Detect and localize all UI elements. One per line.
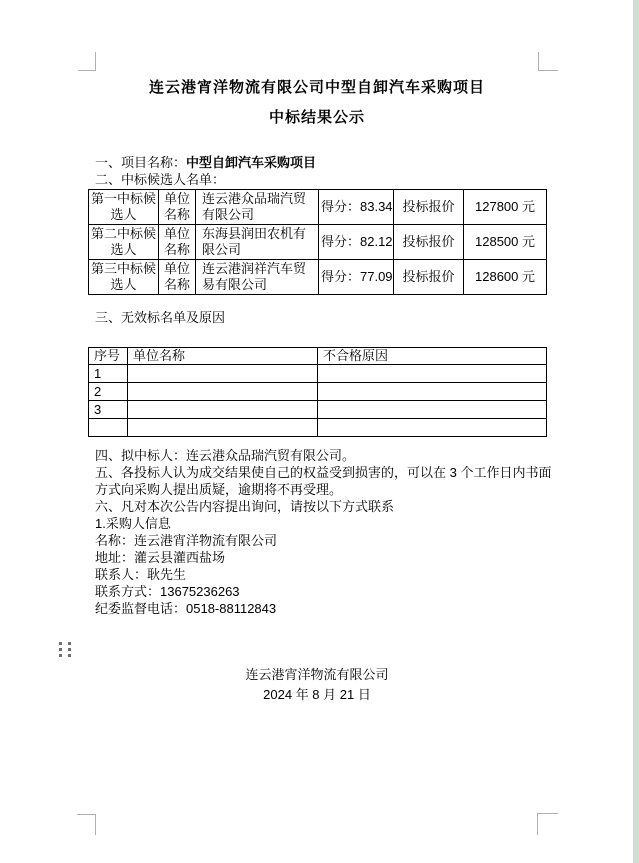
invalid-company-cell <box>128 365 318 383</box>
rank-cell: 第一中标候选人 <box>89 190 159 225</box>
supervision-phone-line: 纪委监督电话：0518-88112843 <box>95 601 277 616</box>
crop-mark-bottom-right-icon <box>537 813 558 835</box>
rank-cell: 第三中标候选人 <box>89 260 159 295</box>
signature-date: 2024 年 8 月 21 日 <box>263 687 371 702</box>
rank-cell: 第二中标候选人 <box>89 225 159 260</box>
score-cell: 得分：82.12 <box>319 225 394 260</box>
section-6-line: 六、凡对本次公告内容提出询问，请按以下方式联系 <box>95 499 395 514</box>
company-cell: 东海县润田农机有限公司 <box>196 225 319 260</box>
invalid-header-row <box>89 348 547 365</box>
doc-title: 连云港宵洋物流有限公司中型自卸汽车采购项目 <box>148 79 485 96</box>
section-4-line: 四、拟中标人：连云港众品瑞汽贸有限公司。 <box>95 448 356 463</box>
candidates-table <box>88 189 547 295</box>
project-name-value: 中型自卸汽车采购项目 <box>186 155 317 170</box>
invalid-no-cell <box>89 419 128 437</box>
invalid-no-cell: 3 <box>89 401 128 419</box>
signature-company: 连云港宵洋物流有限公司 <box>245 667 389 682</box>
invalid-no-cell: 1 <box>89 365 128 383</box>
contact-person-line: 联系人：耿先生 <box>95 567 187 582</box>
drag-handle-icon[interactable] <box>58 641 72 658</box>
section-3-heading: 三、无效标名单及原因 <box>95 310 226 325</box>
drag-handle-dot <box>67 641 71 645</box>
unit-label-cell: 单位名称 <box>159 260 196 295</box>
crop-mark-bottom-left-icon <box>77 814 96 835</box>
candidate-row <box>89 225 547 260</box>
invalid-reason-cell <box>318 401 547 419</box>
bid-label-cell: 投标报价 <box>394 260 464 295</box>
price-cell: 128600 元 <box>464 260 547 295</box>
unit-label-cell: 单位名称 <box>159 190 196 225</box>
section-5-line-2: 方式向采购人提出质疑，逾期将不再受理。 <box>95 482 343 497</box>
app-background-strip <box>633 0 639 863</box>
invalid-company-cell <box>128 401 318 419</box>
company-cell: 连云港众品瑞汽贸有限公司 <box>196 190 319 225</box>
section-5-line-1: 五、各投标人认为成交结果使自己的权益受到损害的，可以在 3 个工作日内书面 <box>95 465 552 480</box>
invalid-company-cell <box>128 419 318 437</box>
drag-handle-dot <box>58 641 62 645</box>
unit-label-cell: 单位名称 <box>159 225 196 260</box>
doc-subtitle: 中标结果公示 <box>268 109 365 126</box>
invalid-reason-cell <box>318 383 547 401</box>
signature-block <box>88 665 546 705</box>
drag-handle-dot <box>67 647 71 651</box>
company-cell: 连云港润祥汽车贸易有限公司 <box>196 260 319 295</box>
crop-mark-top-left-icon <box>78 52 96 71</box>
project-name-label: 一、项目名称： <box>95 155 187 170</box>
invalid-company-cell <box>128 383 318 401</box>
invalid-row <box>89 419 547 437</box>
drag-handle-dot <box>58 653 62 657</box>
price-cell: 128500 元 <box>464 225 547 260</box>
purchaser-address-line: 地址：灌云县灌西盐场 <box>95 550 226 565</box>
drag-handle-dot <box>58 647 62 651</box>
candidate-row <box>89 190 547 225</box>
invalid-reason-cell <box>318 419 547 437</box>
crop-mark-top-right-icon <box>538 52 558 71</box>
bid-label-cell: 投标报价 <box>394 190 464 225</box>
section-1-line <box>88 154 546 171</box>
invalid-row <box>89 401 547 419</box>
score-cell: 得分：83.34 <box>319 190 394 225</box>
invalid-row <box>89 383 547 401</box>
purchaser-name-line: 名称：连云港宵洋物流有限公司 <box>95 533 278 548</box>
invalid-bids-table <box>88 347 547 437</box>
invalid-col-reason: 不合格原因 <box>318 348 547 365</box>
invalid-col-company: 单位名称 <box>128 348 318 365</box>
candidate-row <box>89 260 547 295</box>
price-cell: 127800 元 <box>464 190 547 225</box>
score-cell: 得分：77.09 <box>319 260 394 295</box>
invalid-reason-cell <box>318 365 547 383</box>
invalid-col-no: 序号 <box>89 348 128 365</box>
bid-label-cell: 投标报价 <box>394 225 464 260</box>
contact-phone-line: 联系方式：13675236263 <box>95 584 240 599</box>
invalid-no-cell: 2 <box>89 383 128 401</box>
purchaser-info-heading: 1.采购人信息 <box>95 516 171 531</box>
section-2-heading: 二、中标候选人名单： <box>95 172 226 187</box>
invalid-row <box>89 365 547 383</box>
document-content <box>88 71 552 705</box>
drag-handle-dot <box>67 653 71 657</box>
